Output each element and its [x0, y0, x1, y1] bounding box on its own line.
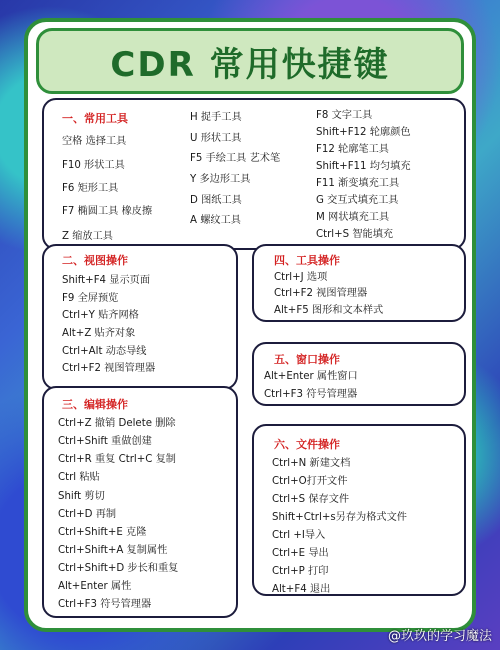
list-item: Shift+Ctrl+s另存为格式文件: [272, 512, 407, 523]
list-item: Ctrl+Shift+D 步长和重复: [58, 563, 179, 574]
list-item: Ctrl+S 智能填充: [316, 229, 394, 240]
list-item: Alt+F5 图形和文本样式: [274, 305, 384, 316]
list-item: Alt+Enter 属性: [58, 581, 132, 592]
section-title: 四、工具操作: [274, 254, 340, 267]
list-item: Ctrl+P 打印: [272, 566, 329, 577]
section-title: 五、窗口操作: [274, 353, 340, 366]
list-item: F11 渐变填充工具: [316, 178, 400, 189]
list-item: U 形状工具: [190, 133, 242, 144]
list-item: Shift+F11 均匀填充: [316, 161, 411, 172]
list-item: F7 椭圆工具 橡皮擦: [62, 206, 153, 217]
list-item: Ctrl+Shift+A 复制属性: [58, 545, 168, 556]
section-window-ops: [252, 342, 466, 406]
list-item: Ctrl+Shift+E 克隆: [58, 527, 147, 538]
list-item: Ctrl 粘贴: [58, 472, 100, 483]
list-item: 空格 选择工具: [62, 136, 127, 147]
shortcut-card: [24, 18, 476, 632]
list-item: Shift+F12 轮廓颜色: [316, 127, 411, 138]
list-item: Ctrl+Y 贴齐网格: [62, 310, 139, 321]
list-item: M 网状填充工具: [316, 212, 390, 223]
list-item: D 图纸工具: [190, 195, 242, 206]
section-tool-ops: [252, 244, 466, 322]
watermark: @玖玖的学习魔法: [387, 629, 492, 644]
list-item: Shift 剪切: [58, 491, 105, 502]
list-item: Ctrl+F3 符号管理器: [58, 599, 152, 610]
section-title: 一、常用工具: [62, 112, 128, 125]
list-item: Ctrl+F3 符号管理器: [264, 389, 358, 400]
list-item: F6 矩形工具: [62, 183, 119, 194]
list-item: Ctrl+O打开文件: [272, 476, 348, 487]
list-item: Alt+Enter 属性窗口: [264, 371, 358, 382]
list-item: Ctrl+S 保存文件: [272, 494, 350, 505]
list-item: Ctrl+Z 撤销 Delete 删除: [58, 418, 176, 429]
section-title: 三、编辑操作: [62, 398, 128, 411]
list-item: Ctrl+R 重复 Ctrl+C 复制: [58, 454, 176, 465]
list-item: Ctrl+D 再制: [58, 509, 117, 520]
section-common-tools: [42, 98, 466, 250]
list-item: Ctrl +I导入: [272, 530, 326, 541]
list-item: F12 轮廓笔工具: [316, 144, 389, 155]
list-item: Ctrl+N 新建文档: [272, 458, 351, 469]
list-item: Z 缩放工具: [62, 231, 113, 242]
list-item: A 螺纹工具: [190, 215, 241, 226]
section-title: 六、文件操作: [274, 438, 340, 451]
list-item: Ctrl+Alt 动态导线: [62, 346, 147, 357]
list-item: Y 多边形工具: [190, 174, 251, 185]
list-item: Ctrl+J 选项: [274, 272, 328, 283]
page-title: CDR 常用快捷键: [110, 44, 390, 85]
list-item: G 交互式填充工具: [316, 195, 399, 206]
list-item: Ctrl+F2 视图管理器: [62, 363, 156, 374]
section-view-ops: [42, 244, 238, 390]
list-item: Ctrl+F2 视图管理器: [274, 288, 368, 299]
title-banner: [36, 28, 464, 94]
list-item: Shift+F4 显示页面: [62, 275, 151, 286]
section-title: 二、视图操作: [62, 254, 128, 267]
list-item: Alt+Z 贴齐对象: [62, 328, 136, 339]
list-item: F9 全屏预览: [62, 293, 119, 304]
section-edit-ops: [42, 386, 238, 618]
list-item: F10 形状工具: [62, 160, 125, 171]
list-item: Ctrl+Shift 重做创建: [58, 436, 152, 447]
list-item: Ctrl+E 导出: [272, 548, 329, 559]
list-item: F5 手绘工具 艺术笔: [190, 153, 281, 164]
list-item: F8 文字工具: [316, 110, 373, 121]
list-item: H 捉手工具: [190, 112, 242, 123]
list-item: Alt+F4 退出: [272, 584, 331, 595]
section-file-ops: [252, 424, 466, 596]
